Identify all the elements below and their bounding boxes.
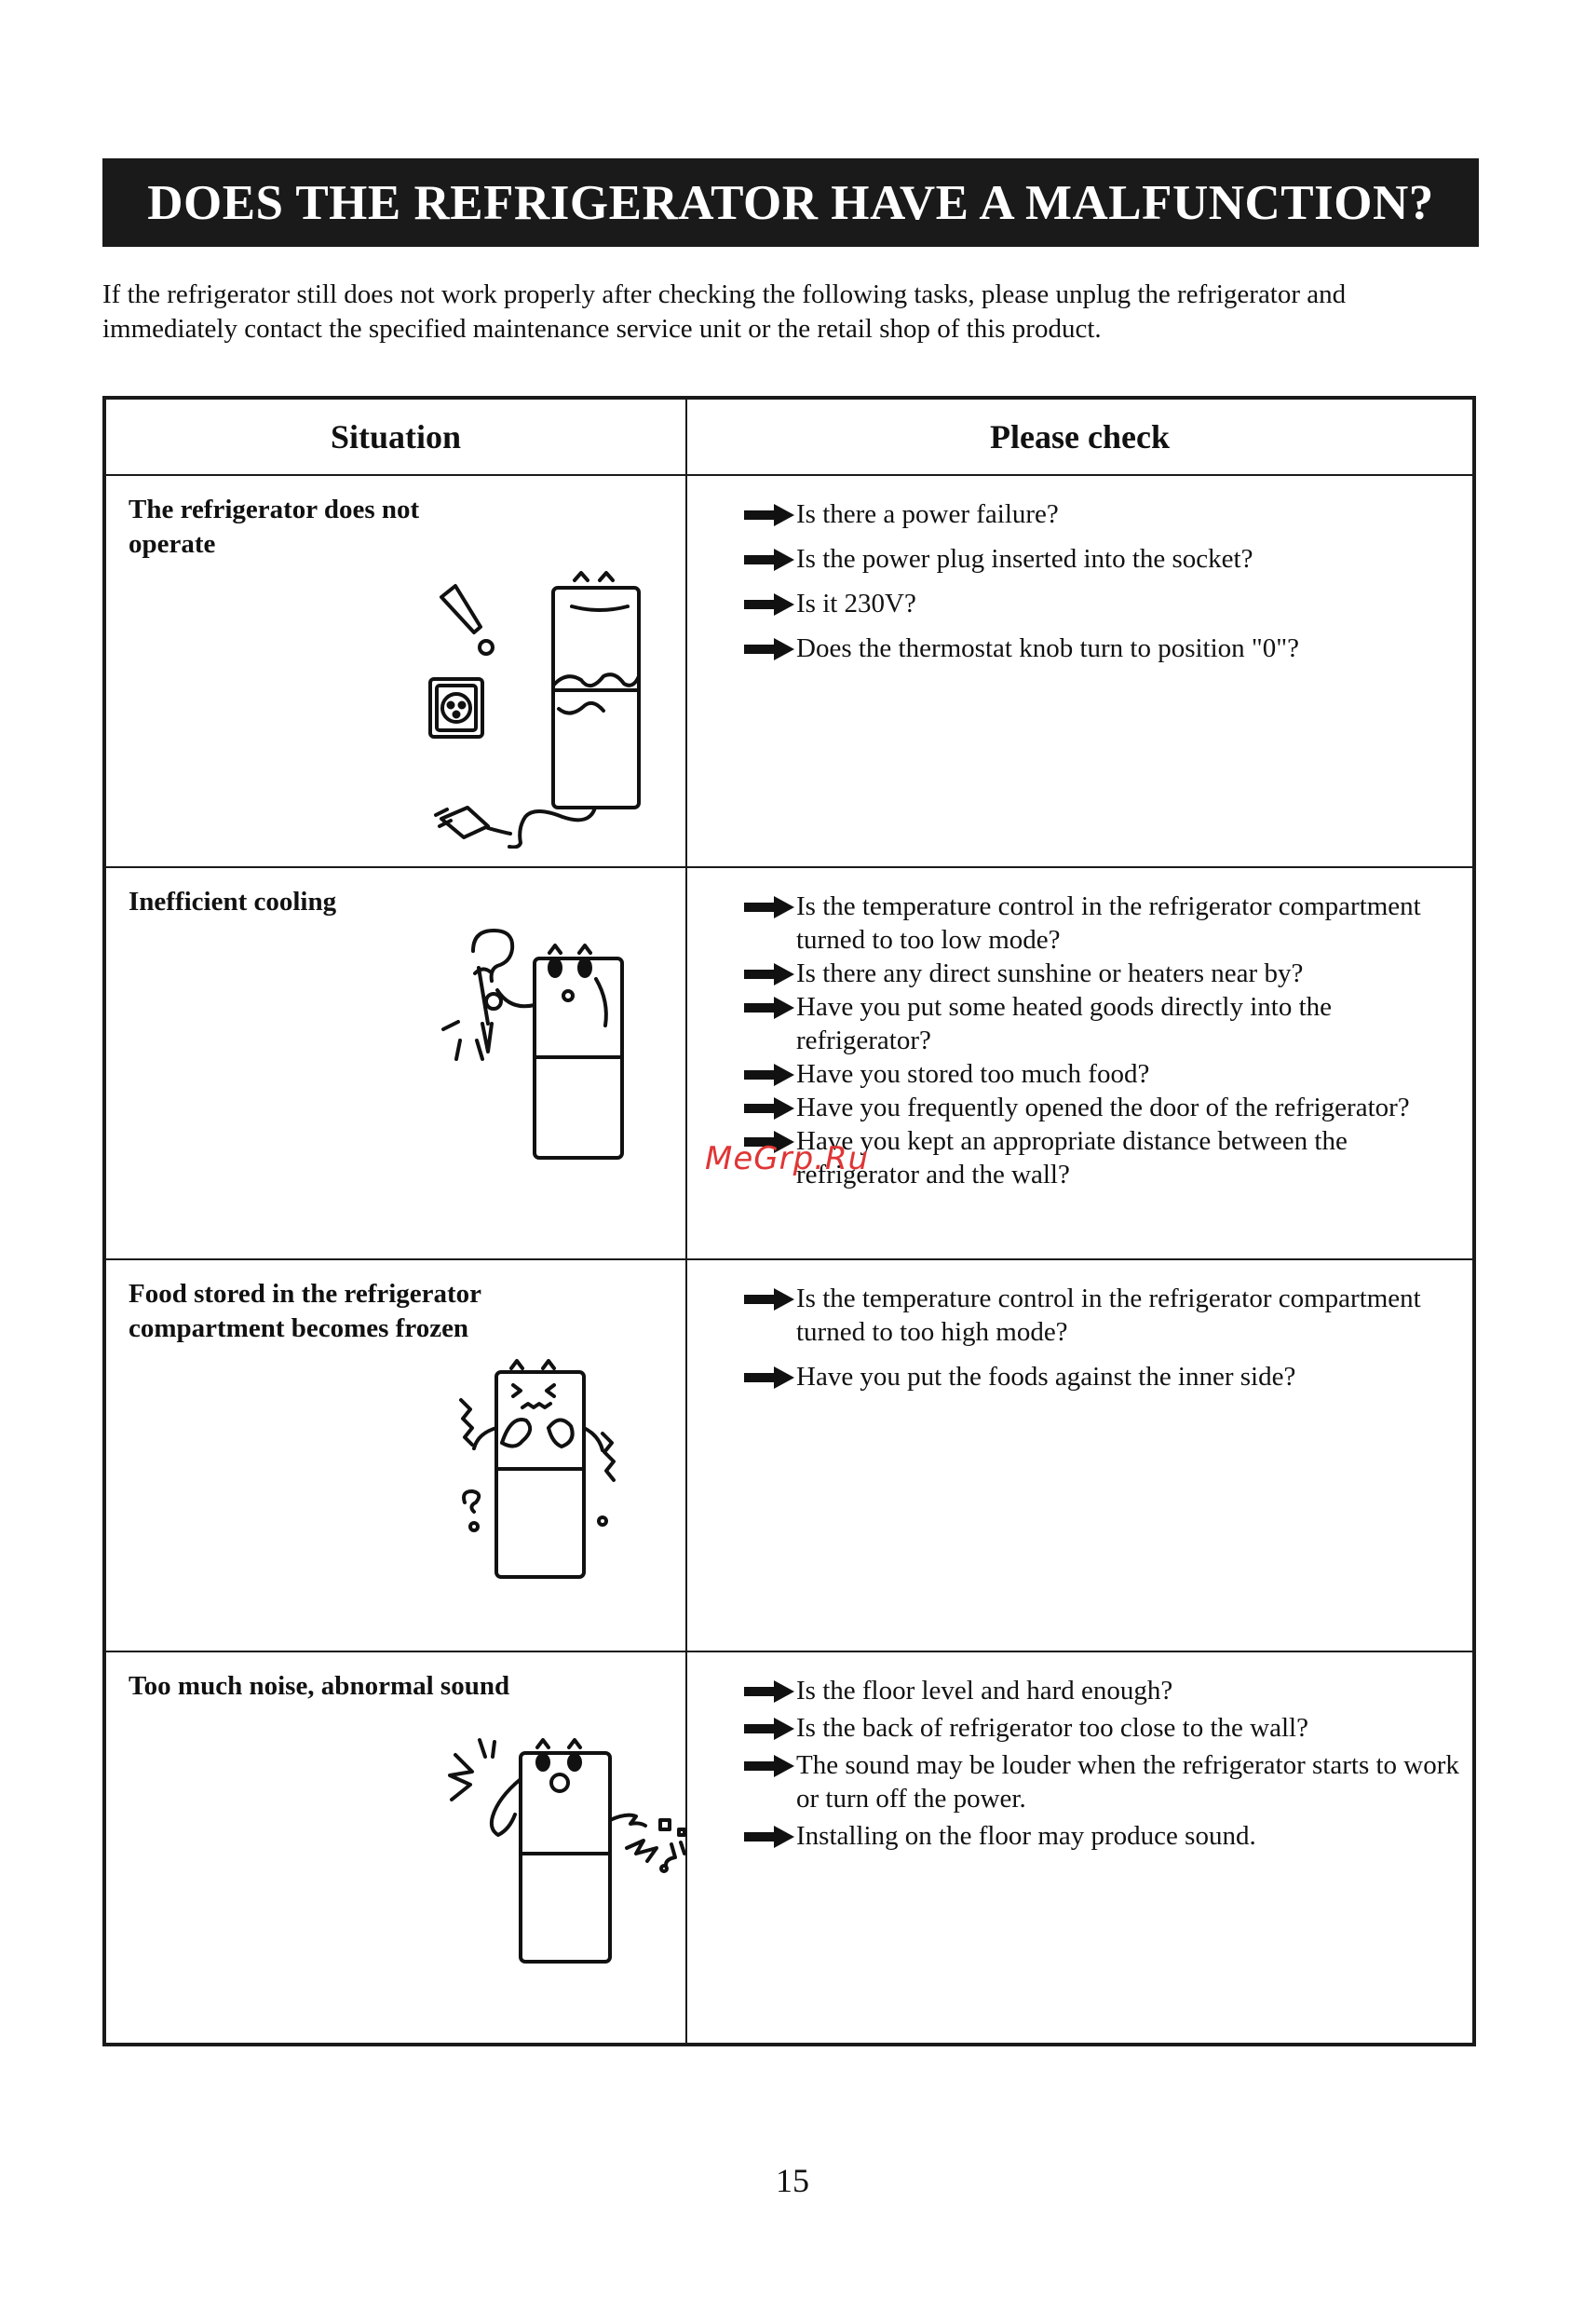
check-text: Is the back of refrigerator too close to the wall? — [796, 1713, 1308, 1743]
check-list — [688, 477, 1471, 665]
arrow-right-icon — [744, 1366, 794, 1389]
table-header-row — [104, 398, 1474, 475]
table-row — [104, 1259, 1474, 1651]
situation-label: Food stored in the refrigerator compartment becomes frozen — [129, 1279, 481, 1343]
table-row — [104, 475, 1474, 867]
check-text: Is the power plug inserted into the socket? — [796, 544, 1253, 574]
check-cell — [686, 1651, 1474, 2045]
situation-label: Too much noise, abnormal sound — [129, 1671, 510, 1701]
check-text: Have you put some heated goods directly into the refrigerator? — [796, 992, 1333, 1055]
intro-paragraph — [102, 278, 1490, 347]
check-text: Have you put the foods against the inner side? — [796, 1362, 1296, 1392]
arrow-right-icon — [744, 963, 794, 985]
check-text: Is there any direct sunshine or heaters near by? — [796, 958, 1304, 988]
arrow-right-icon — [744, 1288, 794, 1311]
arrow-right-icon — [744, 896, 794, 918]
check-cell — [686, 867, 1474, 1259]
arrow-right-icon — [744, 1718, 794, 1740]
list-item — [744, 890, 1471, 957]
arrow-right-icon — [744, 504, 794, 526]
table-row — [104, 1651, 1474, 2045]
page-number: 15 — [776, 2162, 809, 2199]
list-item — [744, 990, 1471, 1057]
list-item — [744, 1819, 1471, 1853]
list-item — [744, 1360, 1471, 1393]
arrow-right-icon — [744, 1064, 794, 1086]
check-list — [688, 1261, 1471, 1393]
title-banner — [102, 158, 1479, 247]
shivering-refrigerator-illustration — [455, 1353, 660, 1596]
watermark: MeGrp.Ru — [705, 1140, 870, 1177]
list-item — [744, 1091, 1471, 1124]
list-item — [744, 497, 1471, 531]
arrow-right-icon — [744, 1097, 794, 1120]
check-text: Is the temperature control in the refrigerator compartment turned to too low mode? — [796, 891, 1421, 955]
situation-label: The refrigerator does not operate — [129, 495, 420, 559]
situation-cell — [104, 1651, 686, 2045]
intro-line-1: If the refrigerator still does not work properly after checking the following tasks, please unplug the refrigerator and — [102, 279, 1347, 309]
situation-cell — [104, 475, 686, 867]
arrow-right-icon — [744, 1826, 794, 1848]
check-text: Does the thermostat knob turn to position "0"? — [796, 633, 1299, 663]
situation-label: Inefficient cooling — [129, 887, 337, 917]
page-title: DOES THE REFRIGERATOR HAVE A MALFUNCTION? — [147, 175, 1434, 230]
table-row — [104, 867, 1474, 1259]
list-item — [744, 542, 1471, 576]
list-item — [744, 1057, 1471, 1091]
list-item — [744, 1711, 1471, 1745]
situation-cell — [104, 1259, 686, 1651]
list-item — [744, 1282, 1471, 1349]
arrow-right-icon — [744, 549, 794, 571]
check-cell — [686, 1259, 1474, 1651]
hot-refrigerator-illustration — [423, 919, 646, 1171]
arrow-right-icon — [744, 997, 794, 1019]
unplugged-refrigerator-illustration — [423, 569, 674, 849]
arrow-right-icon — [744, 1680, 794, 1703]
arrow-right-icon — [744, 1755, 794, 1777]
list-item — [744, 1674, 1471, 1707]
check-text: Is there a power failure? — [796, 499, 1059, 529]
check-text: Have you frequently opened the door of the refrigerator? — [796, 1093, 1410, 1122]
list-item — [744, 587, 1471, 620]
list-item — [744, 957, 1471, 990]
list-item — [744, 1748, 1471, 1815]
check-text: Is the temperature control in the refrigerator compartment turned to too high mode? — [796, 1284, 1421, 1347]
situation-cell — [104, 867, 686, 1259]
troubleshooting-table — [102, 396, 1476, 2046]
check-cell — [686, 475, 1474, 867]
noisy-refrigerator-illustration — [427, 1727, 698, 1969]
check-text: Is it 230V? — [796, 589, 916, 618]
check-text: Have you kept an appropriate distance between the refrigerator and the wall? — [796, 1126, 1348, 1189]
check-text: Have you stored too much food? — [796, 1059, 1150, 1089]
check-text: Is the floor level and hard enough? — [796, 1676, 1173, 1706]
situation-header: Situation — [104, 398, 686, 475]
arrow-right-icon — [744, 638, 794, 660]
check-list — [688, 1653, 1471, 1853]
check-text: The sound may be louder when the refrigerator starts to work or turn off the power. — [796, 1750, 1459, 1814]
check-text: Installing on the floor may produce sound. — [796, 1821, 1256, 1851]
arrow-right-icon — [744, 593, 794, 616]
intro-line-2: immediately contact the specified maintenance service unit or the retail shop of this product. — [102, 314, 1102, 344]
please-check-header: Please check — [686, 398, 1474, 475]
list-item — [744, 632, 1471, 665]
